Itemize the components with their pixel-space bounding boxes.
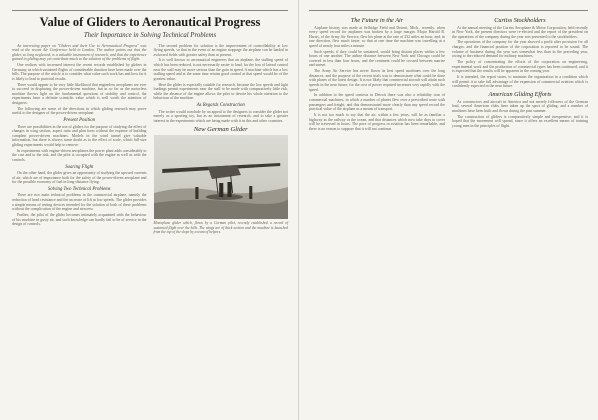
paragraph: It is intended, the report states, to maintain the organization in a condition which will permit it to take full advantage of the expansion of commercial aviation which is confidently expected in the near future. [452, 75, 588, 89]
paragraph: The writer would conclude by an appeal to the designers to consider the glider not merely as a sporting toy, but as an instrument of research, and to take a greater interest in the experiments which are being made with it in this and other countries. [153, 109, 288, 123]
paragraph: The Army Air Service has never flown its best speed machines over the long distances, and the purpose of the recent trials was to demonstrate what could be done with planes of the latest design. It is not likely that commercial aircraft will attain such speeds in the near future, for the cost of power required increases very rapidly with the speed. [309, 69, 445, 92]
paragraph: In experiments with engine-driven aeroplanes the power plant adds considerably to the cost and to the risk, and the pilot is occupied with the engine as well as with the controls. [12, 148, 147, 162]
paragraph: It is well known to aeronautical engineers that an airplane, the stalling speed of which has been reduced, is not necessarily easier to land, for the loss of lateral control near the stall may be more serious than the gain in speed. A machine which has a low stalling speed and at the same time retains good control at that speed would be of the greatest value. [153, 58, 288, 81]
right-page-columns [309, 15, 588, 133]
paragraph: Airplane history was made at Selfridge Field and Detroit, Mich., recently, when every speed record for airplanes was broken by a large margin. Major Harold R. Harris, of the Army Air Service, flew his plane at the rate of 232 miles an hour, and, in one direction, flew much faster, so that at one time the machine was travelling at a speed of nearly four miles a minute. [309, 25, 445, 48]
section-heading-present-position: Present Position [63, 118, 96, 124]
right-page [299, 0, 598, 420]
left-column-2 [154, 44, 289, 237]
left-page-columns [12, 44, 288, 237]
paragraph: The policy of concentrating the efforts of the corporation on engineering, experimental work and the production of commercial types has been continued, and it is expected that the results will be apparent in the coming year. [452, 60, 588, 74]
paragraph: It is not too much to say that the air, within a few years, will be as familiar a highway as the railway or the ocean, and that distances which now take days to cover will be traversed in hours. The pace of progress in aviation has been remarkable, and there is no reason to suppose that it will not continue. [309, 112, 445, 131]
paragraph: One realizes with increased interest the recent records established by gliders in Germany, in which sustained flights of considerable duration have been made over the hills. The purpose of the article is to consider what value such work has and how far it is likely to lead to practical results. [12, 63, 147, 81]
paragraph: At the annual meeting of the Curtiss Aeroplane & Motor Corporation, held recently in New York, the present directors were re-elected and the report of the president on the operations of the company during the year was presented to the stockholders. [452, 25, 588, 39]
paragraph: The second problem for solution is the improvement of controllability at low flying speeds, so that in the event of an engine stoppage the airplane can be landed in awkward fields with greater safety than at present. [153, 43, 288, 57]
section-title-future-in-air: The Future in the Air [350, 16, 404, 24]
section-heading-soaring-flight: Soaring Flight [65, 164, 94, 170]
article-intro: An interesting paper on "Gliders and their Use to Aeronautical Progress" was read at the recent Air Conference held in London. The author points out that the glider, so long neglected, is a valuable instrument of research, and that the experience gained in gliding may yet contribute much to the solution of the problems of flight. [12, 43, 147, 62]
paragraph: Such speeds, if they could be sustained, would bring distant places within a few hours of one another. The airline distance between New York and Chicago could be covered in less than four hours, and the continent could be crossed between sunrise and sunset. [309, 49, 445, 68]
paragraph: Here the glider is especially suitable for research, because the low speeds and light loadings permit experiments near the stall to be made with comparatively little risk, while the absence of the engine allows the pilot to devote his whole attention to the behaviour of the machine. [153, 82, 288, 101]
section-heading-construction: As Regards Construction [196, 103, 245, 109]
paragraph: In addition to the speed contests in Detroit there was also a reliability tour of commercial machines, in which a number of planes flew over a prescribed route with passengers and freight, and this demonstrated more clearly than any speed record the practical value of the airplane as a means of transport. [309, 93, 445, 112]
right-page-header [309, 8, 588, 11]
section-title-curtiss-stockholders: Curtiss Stockholders [494, 16, 546, 24]
paragraph: As constructors and aircraft in America and not merely followers of the German lead, several American clubs have taken up the sport of gliding, and a number of machines have been built and flown during the past summer. [452, 99, 588, 113]
paragraph: The operations of the company for the year showed a profit after provision for all charges, and the financial position of the corporation is reported to be sound. The volume of business during the year was somewhat less than in the preceding year, owing to the reduced demand for military machines. [452, 40, 588, 59]
paragraph: On the other hand, the glider gives an opportunity of studying the upward currents of air, which are of importance both for the safety of the power-driven aeroplane and for the possible economy of fuel in long-distance flying. [12, 171, 147, 185]
paragraph: There are two main technical problems in the commercial airplane, namely the reduction of head resistance and the increase of lift at low speeds. The glider provides a simple means of testing devices intended for the solution of both of these problems without the complication of the engine and airscrew. [12, 193, 147, 212]
left-page-header [12, 8, 288, 11]
paragraph: There would appear to be very little likelihood that engineless aeroplanes are ever to succeed in displacing the power-driven machine, but in so far as the motorless machine throws light on the fundamental questions of stability and control, the experiments have a definite scientific value which is well worth the attention of designers. [12, 82, 147, 105]
section-heading-technical-problems: Solving Two Technical Problems [47, 187, 111, 193]
paragraph: Further, the pilot of the glider becomes intimately acquainted with the behaviour of his machine in gusty air, and such knowledge can hardly fail to be of service in the design of controls. [12, 212, 147, 227]
article-title: Value of Gliders to Aeronautical Progress [39, 14, 261, 29]
figure-title: New German Glider [193, 126, 248, 134]
article-subtitle: Their Importance in Solving Technical Problems [83, 31, 217, 39]
paragraph: There are possibilities in the use of gliders for the purpose of studying the effect of changes in wing section, aspect ratio and plan form without the expense of building complete power-driven machines. Models in the wind tunnel give valuable information, but there is always some doubt as to the effect of scale, which full-size gliding experiments would help to remove. [12, 124, 147, 147]
paragraph: The following are some of the directions in which gliding research may prove useful to the designer of the power-driven aeroplane. [12, 106, 147, 116]
right-column-1 [309, 15, 445, 133]
right-column-2 [452, 15, 588, 133]
glider-photo [154, 135, 289, 219]
figure-caption: Monoplane glider which, flown by a German pilot, recently established a record of sustained flight over the hills. The wings are of thick section and the machine is launched from the top of the slope by a team of helpers. [153, 221, 288, 234]
left-column-1 [12, 44, 147, 237]
paragraph: The construction of gliders is comparatively simple and inexpensive, and it is hoped that the movement will spread, since it offers an excellent means of training young men in the principles of flight. [452, 114, 588, 128]
section-title-american-gliding: American Gliding Efforts [488, 90, 552, 98]
